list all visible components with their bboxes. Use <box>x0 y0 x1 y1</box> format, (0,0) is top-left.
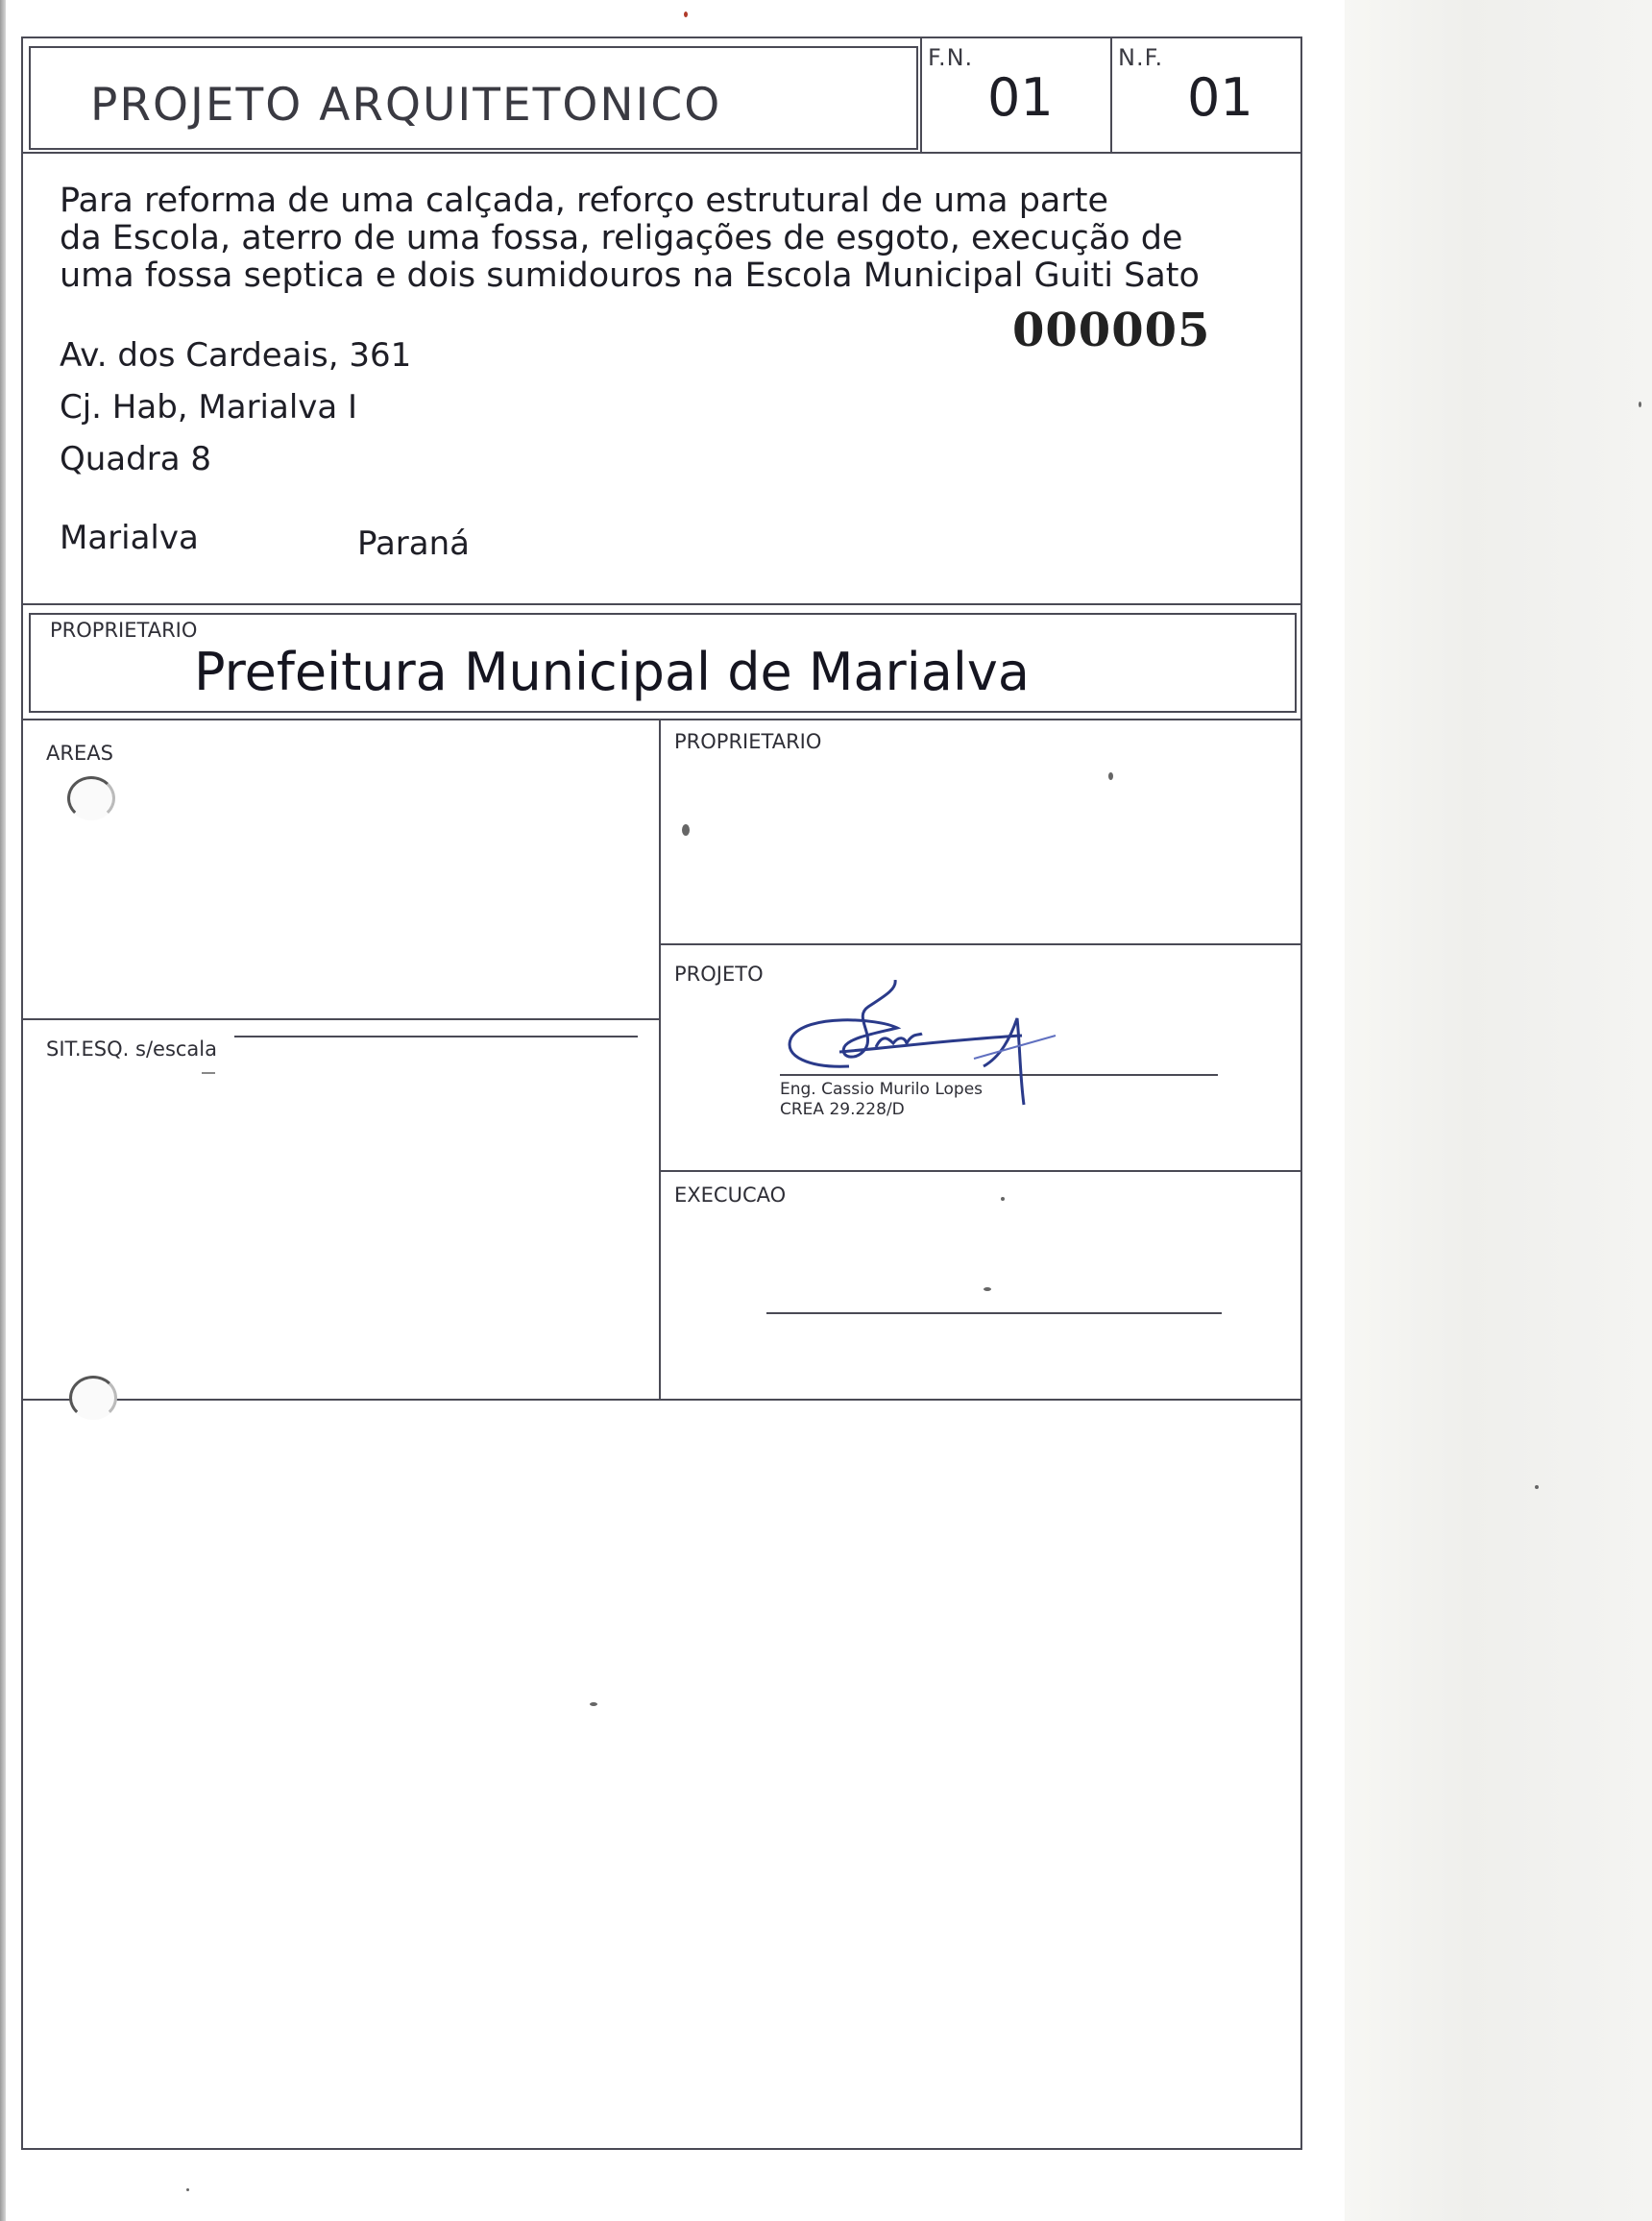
description-line-3: uma fossa septica e dois sumidouros na Escola Municipal Guiti Sato <box>60 256 1200 295</box>
scan-speck <box>186 2188 189 2191</box>
scan-speck <box>684 12 688 17</box>
project-title: PROJETO ARQUITETONICO <box>90 79 722 132</box>
stamp-number: 000005 <box>1012 304 1211 357</box>
engineer-crea: CREA 29.228/D <box>780 1100 905 1119</box>
fn-label: F.N. <box>928 44 974 71</box>
scan-background <box>1345 0 1652 2221</box>
description-line-1: Para reforma de uma calçada, reforço estrutural de uma parte <box>60 182 1109 220</box>
header-bottom-line <box>23 152 1300 154</box>
situation-top-line <box>234 1036 638 1037</box>
address-state: Paraná <box>357 525 471 563</box>
owner-bottom-line <box>23 719 1300 720</box>
address-block: Quadra 8 <box>60 440 211 478</box>
nf-label: N.F. <box>1118 44 1164 71</box>
scan-speck <box>682 824 690 836</box>
fn-value: 01 <box>987 67 1054 128</box>
engineer-signature <box>753 980 1080 1114</box>
owner-label: PROPRIETARIO <box>50 619 198 642</box>
execucao-signature-line <box>766 1312 1222 1314</box>
punch-hole-top <box>67 776 115 820</box>
scan-speck <box>1108 772 1113 780</box>
punch-hole-bottom <box>69 1376 117 1420</box>
areas-bottom-line <box>23 1018 659 1020</box>
scan-speck <box>984 1287 991 1291</box>
situation-label: SIT.ESQ. s/escala <box>46 1037 218 1061</box>
address-district: Cj. Hab, Marialva I <box>60 388 358 427</box>
description-line-2: da Escola, aterro de uma fossa, religações de esgoto, execução de <box>60 219 1183 257</box>
projeto-label: PROJETO <box>674 963 764 986</box>
nf-value: 01 <box>1187 67 1253 128</box>
center-vertical-line <box>659 719 661 1401</box>
scan-left-edge <box>0 0 6 2221</box>
scan-speck <box>1639 402 1641 407</box>
proprietario-label: PROPRIETARIO <box>674 730 822 753</box>
scan-speck <box>1001 1197 1005 1201</box>
proprietario-bottom-line <box>659 943 1300 945</box>
scan-speck <box>1535 1485 1539 1489</box>
engineer-name: Eng. Cassio Murilo Lopes <box>780 1080 984 1099</box>
title-block-sheet <box>21 37 1302 2150</box>
situation-tick <box>202 1072 215 1074</box>
grid-bottom-line <box>23 1399 1300 1401</box>
owner-name: Prefeitura Municipal de Marialva <box>194 642 1030 702</box>
divider-nf <box>1110 38 1112 152</box>
address-bottom-line <box>23 603 1300 605</box>
address-street: Av. dos Cardeais, 361 <box>60 336 412 375</box>
areas-label: AREAS <box>46 742 113 765</box>
divider-fn <box>920 38 922 152</box>
address-city: Marialva <box>60 519 199 557</box>
scan-speck <box>590 1702 597 1706</box>
projeto-bottom-line <box>659 1170 1300 1172</box>
execucao-label: EXECUCAO <box>674 1184 787 1207</box>
